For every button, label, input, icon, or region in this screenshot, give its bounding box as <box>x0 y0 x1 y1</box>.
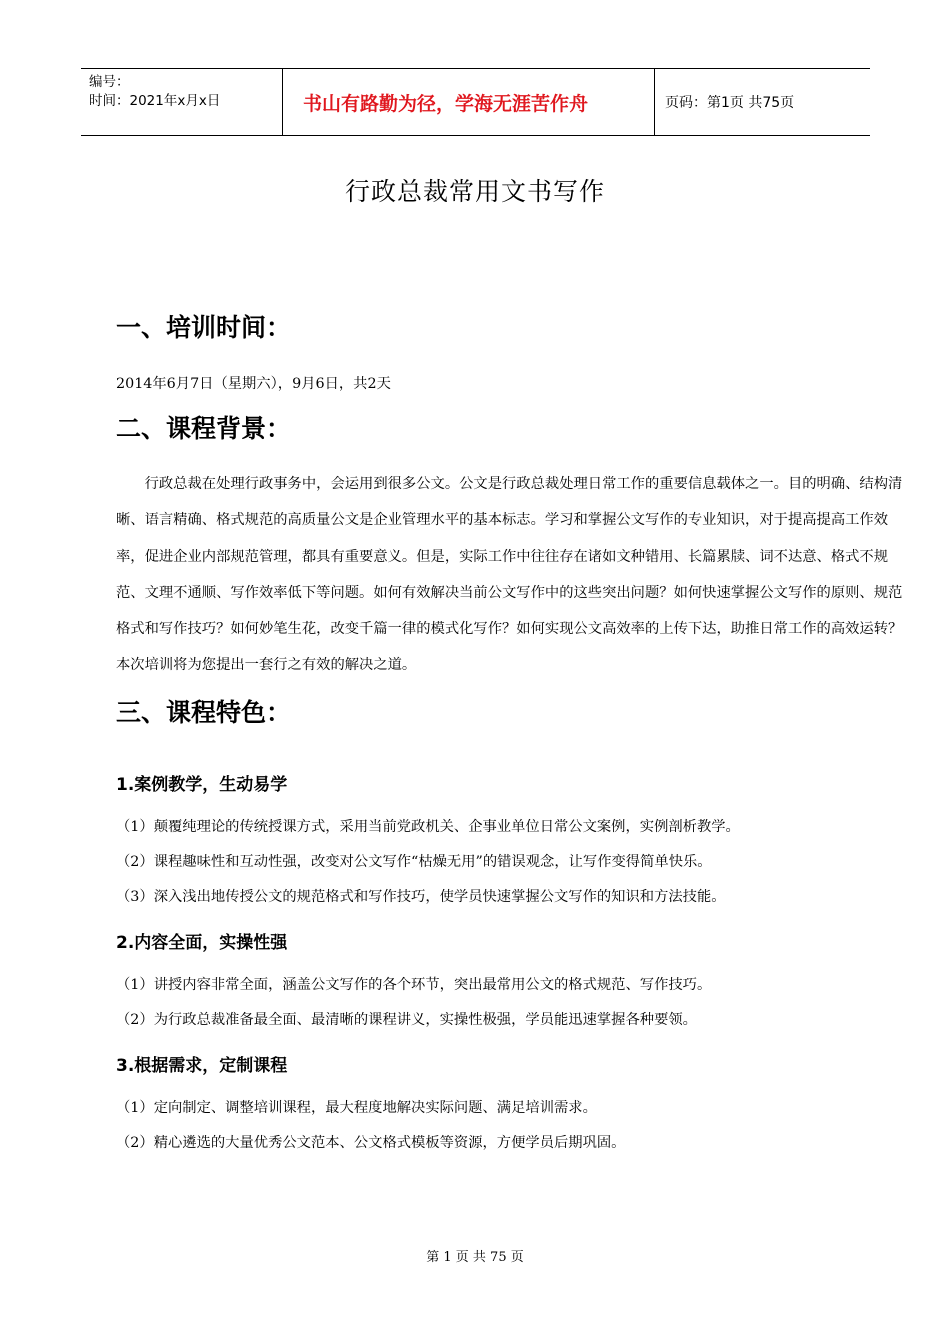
subheading-case-teaching: 1.案例教学，生动易学 <box>116 774 288 795</box>
list-item: （1）讲授内容非常全面，涵盖公文写作的各个环节，突出最常用公文的格式规范、写作技巧。 <box>116 976 712 993</box>
page-footer: 第 1 页 共 75 页 <box>426 1250 524 1265</box>
subheading-comprehensive-content: 2.内容全面，实操性强 <box>116 932 288 953</box>
header-page-cell <box>655 69 870 135</box>
course-background-paragraph: 行政总裁在处理行政事务中，会运用到很多公文。公文是行政总裁处理日常工作的重要信息载体之一。目的明确、结构清晰、语言精确、格式规范的高质量公文是企业管理水平的基本标志。学习和掌握公文写作的专业知识，对于提高提高工作效率，促进企业内部规范管理，都具有重要意义。但是，实际工作中往往存在诸如文种错用、长篇累牍、词不达意、格式不规范、文理不通顺、写作效率低下等问题。如何有效解决当前公文写作中的这些突出问题？如何快速掌握公文写作的原则、规范格式和写作技巧？如何妙笔生花，改变千篇一律的模式化写作？如何实现公文高效率的上传下达，助推日常工作的高效运转？本次培训将为您提出一套行之有效的解决之道。 <box>116 476 903 674</box>
subheading-custom-course: 3.根据需求，定制课程 <box>116 1055 288 1076</box>
document-title: 行政总裁常用文书写作 <box>344 177 605 206</box>
list-item: （1）颠覆纯理论的传统授课方式，采用当前党政机关、企事业单位日常公文案例，实例剖析教学。 <box>116 818 740 835</box>
training-time-text: 2014年6月7日（星期六），9月6日，共2天 <box>116 376 391 392</box>
document-number-label: 编号： <box>89 74 130 90</box>
list-item: （3）深入浅出地传授公文的规范格式和写作技巧，使学员快速掌握公文写作的知识和方法技能。 <box>116 888 726 905</box>
header-motto: 书山有路勤为径，学海无涯苦作舟 <box>303 92 589 115</box>
section-heading-course-background: 二、课程背景： <box>116 414 292 443</box>
header-table <box>81 68 870 136</box>
document-time-label: 时间：2021年x月x日 <box>89 93 221 109</box>
section-heading-training-time: 一、培训时间： <box>116 313 292 342</box>
header-meta-cell <box>81 69 282 135</box>
section-heading-course-features: 三、课程特色： <box>116 697 292 727</box>
header-motto-cell <box>282 69 655 135</box>
list-item: （2）为行政总裁准备最全面、最清晰的课程讲义，实操性极强，学员能迅速掌握各种要领。 <box>116 1011 697 1028</box>
document-body <box>116 300 906 1152</box>
header-page-info: 页码：第1页 共75页 <box>665 95 795 111</box>
list-item: （2）精心遴选的大量优秀公文范本、公文格式模板等资源，方便学员后期巩固。 <box>116 1134 626 1151</box>
list-item: （1）定向制定、调整培训课程，最大程度地解决实际问题、满足培训需求。 <box>116 1099 597 1116</box>
list-item: （2）课程趣味性和互动性强，改变对公文写作“枯燥无用”的错误观念，让写作变得简单快乐。 <box>116 853 712 870</box>
